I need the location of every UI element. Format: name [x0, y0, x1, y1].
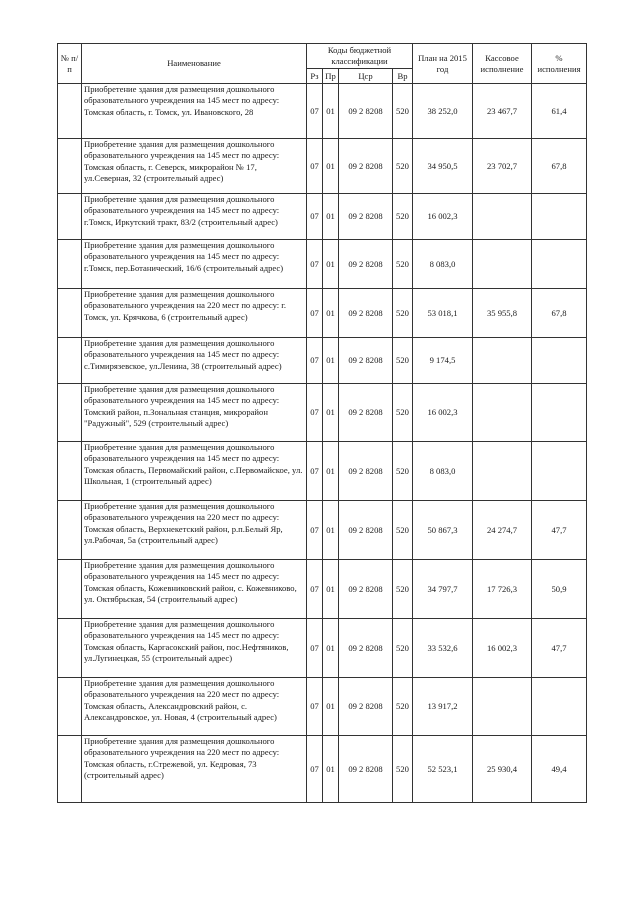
cell-plan: 38 252,0 — [413, 84, 473, 139]
cell-num — [58, 139, 82, 194]
table-row — [58, 501, 587, 560]
cell-csr: 09 2 8208 — [339, 560, 393, 619]
cell-cash — [473, 384, 532, 442]
cell-pr: 01 — [323, 194, 339, 240]
cell-pct — [532, 194, 587, 240]
cell-vr: 520 — [393, 678, 413, 736]
cell-num — [58, 560, 82, 619]
cell-vr: 520 — [393, 194, 413, 240]
table-row — [58, 289, 587, 338]
cell-pr: 01 — [323, 678, 339, 736]
cell-vr: 520 — [393, 289, 413, 338]
cell-plan: 33 532,6 — [413, 619, 473, 678]
table-row — [58, 84, 587, 139]
cell-cash: 16 002,3 — [473, 619, 532, 678]
cell-cash: 23 702,7 — [473, 139, 532, 194]
cell-name: Приобретение здания для размещения дошкольного образовательного учреждения на 145 мест по адресу: Томская область, г. Томск, ул. Ивановского, 28 — [82, 84, 307, 139]
cell-pr: 01 — [323, 289, 339, 338]
cell-cash — [473, 442, 532, 501]
cell-name: Приобретение здания для размещения дошкольного образовательного учреждения на 145 мест по адресу: с.Тимирязевское, ул.Ленина, 38 (строительный адрес) — [82, 338, 307, 384]
cell-csr: 09 2 8208 — [339, 338, 393, 384]
cell-rz: 07 — [307, 442, 323, 501]
cell-rz: 07 — [307, 501, 323, 560]
cell-cash — [473, 240, 532, 289]
cell-vr: 520 — [393, 736, 413, 803]
cell-num — [58, 678, 82, 736]
cell-name: Приобретение здания для размещения дошкольного образовательного учреждения на 220 мест по адресу: г. Томск, ул. Крячкова, 6 (строительный адрес) — [82, 289, 307, 338]
cell-csr: 09 2 8208 — [339, 240, 393, 289]
table-row — [58, 442, 587, 501]
cell-pr: 01 — [323, 501, 339, 560]
cell-plan: 8 083,0 — [413, 442, 473, 501]
cell-cash: 24 274,7 — [473, 501, 532, 560]
cell-plan: 52 523,1 — [413, 736, 473, 803]
header-rz: Рз — [307, 69, 323, 84]
table-row — [58, 240, 587, 289]
cell-pr: 01 — [323, 619, 339, 678]
cell-csr: 09 2 8208 — [339, 289, 393, 338]
cell-name: Приобретение здания для размещения дошкольного образовательного учреждения на 145 мест по адресу: г.Томск, Иркутский тракт, 83/2 (строительный адрес) — [82, 194, 307, 240]
budget-table — [57, 43, 587, 803]
cell-name: Приобретение здания для размещения дошкольного образовательного учреждения на 220 мест по адресу: Томская область, г.Стрежевой, ул. Кедровая, 73 (строительный адрес) — [82, 736, 307, 803]
header-cash: Кассовое исполнение — [473, 44, 532, 84]
cell-name: Приобретение здания для размещения дошкольного образовательного учреждения на 145 мест по адресу: Томский район, п.Зональная станция, микрорайон "Радужный", 529 (строительный адрес) — [82, 384, 307, 442]
cell-plan: 16 002,3 — [413, 194, 473, 240]
cell-plan: 8 083,0 — [413, 240, 473, 289]
table-row — [58, 139, 587, 194]
cell-name: Приобретение здания для размещения дошкольного образовательного учреждения на 145 мест по адресу: Томская область, Кожевниковский район, с. Кожевниково, ул. Октябрьская, 54 (строительный адрес) — [82, 560, 307, 619]
cell-vr: 520 — [393, 501, 413, 560]
cell-plan: 53 018,1 — [413, 289, 473, 338]
cell-name: Приобретение здания для размещения дошкольного образовательного учреждения на 145 мест по адресу: Томская область, г. Северск, микрорайон № 17, ул.Северная, 32 (строительный адрес) — [82, 139, 307, 194]
cell-plan: 16 002,3 — [413, 384, 473, 442]
cell-num — [58, 240, 82, 289]
header-pct: % исполнения — [532, 44, 587, 84]
cell-vr: 520 — [393, 560, 413, 619]
cell-pr: 01 — [323, 338, 339, 384]
header-csr: Цср — [339, 69, 393, 84]
cell-cash: 17 726,3 — [473, 560, 532, 619]
cell-pct: 47,7 — [532, 501, 587, 560]
cell-pr: 01 — [323, 560, 339, 619]
cell-plan: 34 797,7 — [413, 560, 473, 619]
cell-name: Приобретение здания для размещения дошкольного образовательного учреждения на 145 мест по адресу: Томская область, Первомайский район, с.Первомайское, ул. Школьная, 1 (строительный адрес) — [82, 442, 307, 501]
cell-vr: 520 — [393, 240, 413, 289]
cell-cash — [473, 194, 532, 240]
cell-csr: 09 2 8208 — [339, 84, 393, 139]
cell-rz: 07 — [307, 736, 323, 803]
cell-pr: 01 — [323, 84, 339, 139]
cell-cash — [473, 338, 532, 384]
cell-num — [58, 736, 82, 803]
cell-csr: 09 2 8208 — [339, 501, 393, 560]
cell-num — [58, 84, 82, 139]
table-row — [58, 338, 587, 384]
cell-pct — [532, 442, 587, 501]
cell-name: Приобретение здания для размещения дошкольного образовательного учреждения на 220 мест по адресу: Томская область, Александровский район, с. Александровское, ул. Новая, 4 (строительный адрес) — [82, 678, 307, 736]
cell-pr: 01 — [323, 139, 339, 194]
cell-rz: 07 — [307, 678, 323, 736]
cell-pr: 01 — [323, 384, 339, 442]
cell-vr: 520 — [393, 338, 413, 384]
cell-num — [58, 619, 82, 678]
cell-rz: 07 — [307, 194, 323, 240]
table-row — [58, 560, 587, 619]
cell-cash — [473, 678, 532, 736]
cell-rz: 07 — [307, 139, 323, 194]
header-name: Наименование — [82, 44, 307, 84]
cell-pr: 01 — [323, 736, 339, 803]
cell-plan: 13 917,2 — [413, 678, 473, 736]
cell-csr: 09 2 8208 — [339, 619, 393, 678]
cell-cash: 23 467,7 — [473, 84, 532, 139]
cell-plan: 50 867,3 — [413, 501, 473, 560]
cell-plan: 9 174,5 — [413, 338, 473, 384]
cell-num — [58, 501, 82, 560]
cell-num — [58, 442, 82, 501]
header-pr: Пр — [323, 69, 339, 84]
cell-pct: 61,4 — [532, 84, 587, 139]
cell-vr: 520 — [393, 84, 413, 139]
cell-name: Приобретение здания для размещения дошкольного образовательного учреждения на 145 мест по адресу: Томская область, Каргасокский район, пос.Нефтяников, ул.Лугинецкая, 55 (строительный адрес) — [82, 619, 307, 678]
cell-csr: 09 2 8208 — [339, 442, 393, 501]
cell-pr: 01 — [323, 240, 339, 289]
cell-pct: 67,8 — [532, 139, 587, 194]
cell-csr: 09 2 8208 — [339, 384, 393, 442]
cell-name: Приобретение здания для размещения дошкольного образовательного учреждения на 145 мест по адресу: г.Томск, пер.Ботанический, 16/6 (строительный адрес) — [82, 240, 307, 289]
cell-pr: 01 — [323, 442, 339, 501]
cell-vr: 520 — [393, 442, 413, 501]
cell-num — [58, 194, 82, 240]
cell-rz: 07 — [307, 338, 323, 384]
cell-vr: 520 — [393, 619, 413, 678]
cell-pct: 50,9 — [532, 560, 587, 619]
cell-plan: 34 950,5 — [413, 139, 473, 194]
cell-csr: 09 2 8208 — [339, 139, 393, 194]
table-row — [58, 194, 587, 240]
header-vr: Вр — [393, 69, 413, 84]
cell-pct — [532, 338, 587, 384]
header-plan: План на 2015 год — [413, 44, 473, 84]
cell-cash: 25 930,4 — [473, 736, 532, 803]
table-row — [58, 384, 587, 442]
cell-csr: 09 2 8208 — [339, 678, 393, 736]
cell-rz: 07 — [307, 289, 323, 338]
table-body — [58, 84, 587, 803]
cell-rz: 07 — [307, 619, 323, 678]
cell-num — [58, 289, 82, 338]
table-row — [58, 619, 587, 678]
table-row — [58, 736, 587, 803]
cell-pct: 47,7 — [532, 619, 587, 678]
header-codes: Коды бюджетной классификации — [307, 44, 413, 69]
header-num: № п/п — [58, 44, 82, 84]
cell-pct — [532, 240, 587, 289]
cell-num — [58, 338, 82, 384]
cell-rz: 07 — [307, 84, 323, 139]
cell-pct: 49,4 — [532, 736, 587, 803]
cell-num — [58, 384, 82, 442]
cell-pct: 67,8 — [532, 289, 587, 338]
cell-rz: 07 — [307, 560, 323, 619]
cell-vr: 520 — [393, 384, 413, 442]
cell-pct — [532, 384, 587, 442]
cell-csr: 09 2 8208 — [339, 194, 393, 240]
cell-csr: 09 2 8208 — [339, 736, 393, 803]
cell-rz: 07 — [307, 384, 323, 442]
cell-name: Приобретение здания для размещения дошкольного образовательного учреждения на 220 мест по адресу: Томская область, Верхнекетский район, р.п.Белый Яр, ул.Рабочая, 5а (строительный адрес) — [82, 501, 307, 560]
cell-cash: 35 955,8 — [473, 289, 532, 338]
cell-rz: 07 — [307, 240, 323, 289]
cell-pct — [532, 678, 587, 736]
table-row — [58, 678, 587, 736]
cell-vr: 520 — [393, 139, 413, 194]
